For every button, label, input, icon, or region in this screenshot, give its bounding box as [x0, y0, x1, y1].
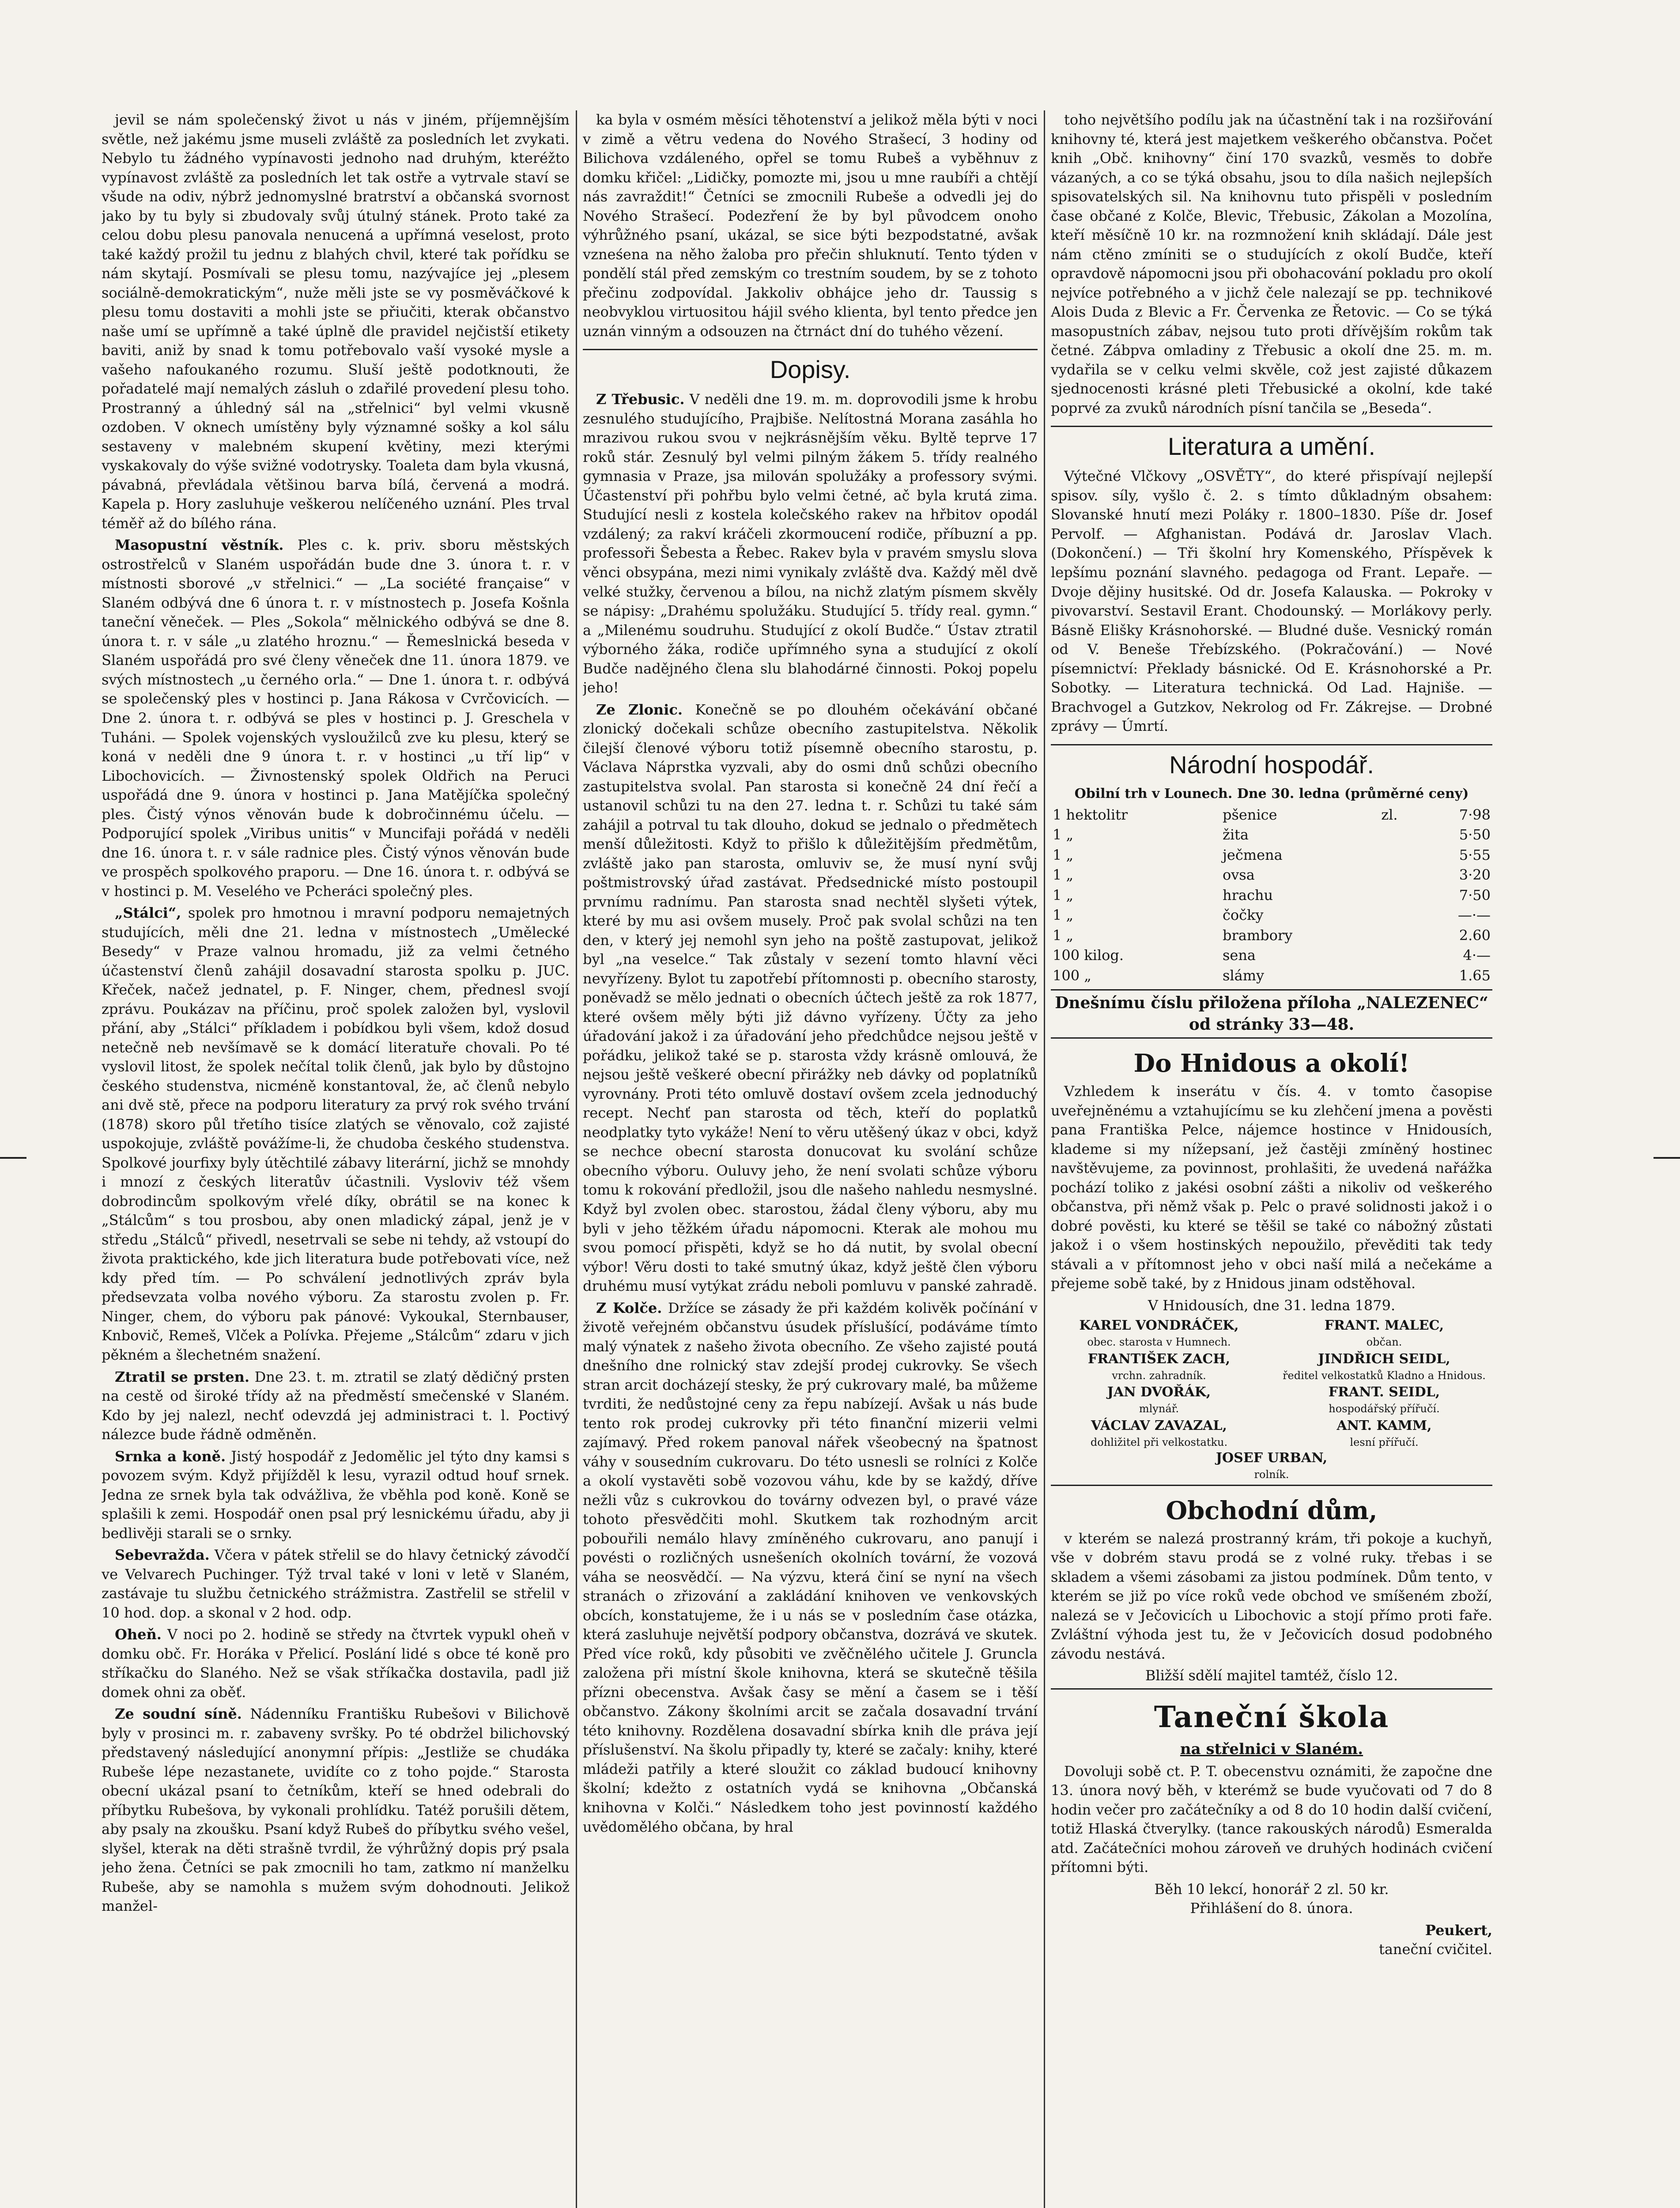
price-qty: 1 „ — [1053, 926, 1074, 944]
price-price: 7·98 — [1459, 806, 1491, 823]
trebusice-text: V neděli dne 19. m. m. doprovodili jsme k hrobu zesnulého studujícího, Prajbiše. Nelítostná Morana zasáhla ho mrazivou rukou svou v nejkrásnějším věku. Byltě teprve 17 roků stár. Zesnulý byl velmi pilným žákem 5. třídy realného gymnasia v Praze, jsa milován spolužáky a professory svými. Účastenství při pohřbu bylo velmi četné, ač byla krutá zima. Studující nesli z kostela kolečského rakev na hřbitov opodál vzdálený; za rakví kráčeli zkormoucení rodiče, příbuzní a pp. professoři Šebesta a Řebec. Rakev byla v pravém smyslu slova věnci obsypána, mezi nimi vynikaly zvláště dva. Každý měl dvě velké stužky, červenou a bílou, na nichž zlatým písmem skvěly se nápisy: „Drahému spolužáku. Studující 5. třídy real. gymn.“ a „Milenému soudruhu. Studující z okolí Budče.“ Ústav ztratil výborného žáka, rodiče upřímného syna a studující z okolí Budče nadějného člena slu blahodárné činnosti. Pokoj popelu jeho! — [583, 391, 1038, 696]
ad-hnidous-text: Vzhledem k inserátu v čís. 4. v tomto časopise uveřejněnému a vztahujícímu se ku zlehčení jmena a pověsti pana Františka Pelce, nájemce hostince v Hnidousích, klademe si my nížepsaní, jež častěji zmíněný hostinec navštěvujeme, za povinnost, prohlašiti, že uvedená nařážka pochází toliko z jakési osobní zášti a nikoliv od veškerého občanstva, při němž však p. Pelc o pravé solidnosti jakož i o dobré pověsti, ku které se těšil se také co nábožný zůstati jakož i o všem hostinských nepoužilo, převěditi tak tedy stávali a v přítomnost jeho v obci naší milá a nečekáme a přejeme sobě také, by z Hnidous jinam odstěhoval. — [1051, 1083, 1492, 1292]
signature — [1051, 1317, 1267, 1349]
ad-dance-text: Dovoluji sobě ct. P. T. obecenstvu oznámiti, že započne dne 13. února nový běh, v kterémž se bude vyučovati od 7 do 8 hodin večer pro začátečníky a od 8 do 10 hodin další cvičení, totiž Hlaská čtverylky. (tance rakouských národů) Esmeralda atd. Začátečníci mohou zároveň ve druhých hodinách cvičení přítomni býti. — [1051, 1762, 1492, 1876]
price-row — [1051, 905, 1492, 926]
price-price: 1.65 — [1459, 967, 1491, 984]
price-cur — [1379, 865, 1423, 885]
trebusice-heading: Z Třebusic. — [596, 391, 685, 408]
price-qty: 1 „ — [1053, 846, 1074, 863]
section-heading-hospodar: Národní hospodář. — [1051, 744, 1492, 782]
grain-price-table — [1051, 805, 1492, 986]
supplement-notice: Dnešnímu číslu přiložena příloha „NALEZENEC“ od stránky 33—48. — [1051, 989, 1492, 1039]
price-qty: 100 kilog. — [1053, 947, 1124, 964]
court-text: Nádenníku Františku Rubešovi v Bilichově byly v prosinci m. r. zabaveny svršky. Po té obdržel bilichovský představený následující anonymní přípis: „Jestliže se chudáka Rubeše lépe nezastanete, uvidíte co z toho pojde.“ Starosta obecní ukázal psaní to četníkům, kteří se hned odebrali do příbytku Rubešova, by vykonali prohlídku. Tatéž porušili dětem, aby psaly na zkoušku. Psaní když Rubeš do příbytku svého vešel, slyšel, kterak na děti strašně tvrdil, že výhrůžný dopis prý psala jeho žena. Četníci se pak zmocnili ho tam, zatkmo ní manželku Rubeše, aby se namohla s mužem svým dohodnouti. Jelikož manžel- — [102, 1705, 570, 1915]
fire-text: V noci po 2. hodině se středy na čtvrtek vypukl oheň v domku obč. Fr. Horáka v Přelicí. Poslání lidé s obce té koně pro stříkačku do Slaného. Než se však stříkačka dostavila, padl již domek ohni za oběť. — [102, 1626, 570, 1701]
ad-hnidous-title: Do Hnidous a okolí! — [1133, 1049, 1410, 1078]
signature — [1276, 1384, 1492, 1416]
ad-house-footer: Bližší sdělí majitel tamtéž, číslo 12. — [1051, 1666, 1492, 1690]
ad-house-title: Obchodní dům, — [1166, 1496, 1378, 1525]
price-qty: 1 „ — [1053, 826, 1074, 843]
signature-name: KAREL VONDRÁČEK, — [1079, 1318, 1239, 1334]
signature-name: JAN DVOŘÁK, — [1107, 1384, 1211, 1400]
signature-name: JOSEF URBAN, — [1216, 1450, 1328, 1466]
kolec-text: Držíce se zásady že při každém kolivěk počínání v životě veřejném občanstvu úsudek příslušící, podáváme tímto malý výnatek z našeho života obecního. Ze všeho zajisté poutá dnešního dne rolnický stav zdejší prodej cukrovky. Se všech stran arcit docházejí stesky, že prý cukrovary malé, ba můžeme tvrditi, že nedůstojné ceny za řepu nabízejí. Avšak u nás bude tento rok prodej cukrovky při této finanční mizerii velmi zajímavý. Před rokem panoval nářek všeobecný na špatnost váhy v sousedním cukrovaru. Do této usnesli se rolníci z Kolče a okolí vystavěti sobě vozovou váhu, kde by se každý, dříve nežli vůz s cukrovkou do továrny odvezen byl, o pravé váze tohoto přesvědčiti mohl. Skutkem tak rozhodným arcit pobouřili nemálo hlavy zmíněného cukrovaru, ano panují i povésti o rozličných usnešeních okolních tovární, že vozová váha se neosvědčí. — Na výzvu, která činí se nyní na všech stranách o zřizování a zakládání knihoven ve venkovských obcích, konstatujeme, že i u nás se v posledním čase otázka, která zasluhuje největší podpory občanstva, dozrává ve skutek. Před více roků, kdy působiti ve zvěčnělého učitele J. Gruncla založena při místní škole knihovna, která se skutečně těšila přízni obecenstva. Avšak časy se mění a časem se i těší občanstvo. Zákony školními arcit se začala dosavadní trvání této knihovny. Rozdělena dosavadní sbírka knih dle práva její příslušenství. Na školu připadly ty, které se začaly: knihy, které mládeži patřily a které sloužit co základ budoucí knihovny školní; kdežto z ostatních vydá se knihovna „Občanská knihovna v Kolči.“ Následkem toho jest povinností každého uvědomělého občana, by hral — [583, 1299, 1038, 1835]
signature-role: rolník. — [1051, 1467, 1492, 1486]
signature — [1051, 1350, 1267, 1383]
price-cur — [1379, 905, 1423, 926]
price-row — [1051, 825, 1492, 845]
margin-mark — [1654, 1157, 1680, 1159]
price-price: —·— — [1457, 907, 1491, 924]
market-heading: Obilní trh v Lounech. Dne 30. ledna (průměrné ceny) — [1074, 786, 1469, 802]
signature-name: FRANT. MALEC, — [1324, 1318, 1444, 1334]
court-heading: Ze soudní síně. — [115, 1705, 242, 1723]
section-heading-literatura: Literatura a umění. — [1051, 426, 1492, 463]
margin-mark — [0, 1157, 26, 1159]
price-row — [1051, 945, 1492, 966]
kolec-letter — [583, 1299, 1038, 1837]
signature-name: JINDŘICH SEIDL, — [1318, 1351, 1450, 1367]
column-rule — [576, 110, 577, 2208]
column-middle — [583, 110, 1038, 2208]
osveta-review: Výtečné Vlčkovy „OSVĚTY“, do které přispívají nejlepší spisov. síly, vyšlo č. 2. s tímto důkladným obsahem: Slovanské hnutí mezi Poláky r. 1800–1830. Píše dr. Josef Pervolf. — Afghanistan. Podává dr. Jaroslav Vlach. (Dokončení.) — Tři školní hry Komenského, Příspěvek k lepšímu poznání slavného. pedagoga od Frant. Lepaře. — Dvoje dějiny husitské. Od dr. Josefa Kalauska. — Pokroky v pivovarství. Sestavil Erant. Chodounský. — Morlákovy perly. Básně Elišky Krásnohorské. — Bludné duše. Vesnický román od V. Beneše Třebízského. (Pokračování.) — Nové písemnictví: Překlady básnické. Od E. Krásnohorské a Pr. Sobotky. — Literatura technická. Od Lad. Hajniše. — Brachvogel a Gutzkov, Nekrolog od Fr. Zákrejse. — Drobné zprávy — Úmrtí. — [1051, 468, 1492, 735]
deer-article — [102, 1447, 570, 1543]
carnival-news — [102, 536, 570, 901]
price-price: 3·20 — [1459, 866, 1491, 884]
stalci-article — [102, 904, 570, 1365]
price-item: ovsa — [1222, 866, 1255, 884]
price-price: 5·55 — [1459, 846, 1491, 863]
signature-role: obec. starosta v Humnech. — [1087, 1336, 1231, 1349]
price-row — [1051, 926, 1492, 946]
price-cur — [1379, 885, 1423, 906]
price-item: brambory — [1222, 926, 1293, 944]
stalci-heading: „Stálci“, — [115, 904, 181, 922]
price-item: sena — [1222, 947, 1256, 964]
price-price: 2.60 — [1459, 926, 1491, 944]
signature-role: dohližitel při velkostatku. — [1090, 1436, 1228, 1448]
ad-hnidous-date: V Hnidousích, dne 31. ledna 1879. — [1148, 1297, 1396, 1314]
price-row — [1051, 885, 1492, 906]
price-row — [1051, 966, 1492, 986]
price-price: 7·50 — [1459, 886, 1491, 904]
column-left — [102, 110, 570, 2208]
price-item: hrachu — [1222, 886, 1273, 904]
price-row — [1051, 805, 1492, 825]
price-cur — [1379, 966, 1423, 986]
column-rule — [1044, 110, 1045, 2208]
section-heading-dopisy: Dopisy. — [583, 349, 1038, 386]
price-item: pšenice — [1222, 806, 1277, 823]
lost-ring-notice — [102, 1368, 570, 1444]
kolec-heading: Z Kolče. — [596, 1299, 662, 1316]
court-article — [102, 1705, 570, 1916]
price-qty: 100 „ — [1053, 967, 1091, 984]
signature-role: občan. — [1366, 1336, 1402, 1349]
price-qty: 1 „ — [1053, 866, 1074, 884]
signature-name: FRANTIŠEK ZACH, — [1087, 1351, 1231, 1367]
trebusice-letter — [583, 390, 1038, 697]
price-qty: 1 hektolitr — [1053, 806, 1128, 823]
ad-dance-title: Taneční škola — [1154, 1699, 1389, 1734]
price-cur — [1379, 945, 1423, 966]
column-right — [1051, 110, 1492, 2208]
suicide-article — [102, 1546, 570, 1622]
ad-dance-fee: Běh 10 lekcí, honorář 2 zl. 50 kr. — [1154, 1880, 1389, 1898]
ad-dance-signature: Peukert, — [1425, 1921, 1492, 1939]
carnival-news-heading: Masopustní věstník. — [115, 537, 284, 554]
ad-dance-subtitle: na střelnici v Slaném. — [1180, 1740, 1363, 1758]
price-item: ječmena — [1222, 846, 1283, 863]
price-qty: 1 „ — [1053, 907, 1074, 924]
price-qty: 1 „ — [1053, 886, 1074, 904]
zlonice-heading: Ze Zlonic. — [596, 701, 683, 718]
price-cur: zl. — [1381, 806, 1398, 823]
court-article-continued: ka byla v osmém měsíci těhotenství a jelikož měla býti v noci v zimě a větru vedena do Nového Strašecí, 3 hodiny od Bilichova vzdáleného, opřel se tomu Rubeš a vyběhnuv z domku křičel: „Lidičky, pomozte mi, jsou u mne raubíři a chtějí nás zavraždit!“ Četníci se zmocnili Rubeše a odvedli jej do Nového Strašecí. Podezření že by byl původcem onoho výhrůžného psaní, ukázal, se sice býti bezpodstatné, avšak vzneśena na něho žaloba pro přečin shluknutí. Tento týden v pondělí stál před zemským co trestním soudem, by se z tohoto přečinu zodpovídal. Jakkoliv obhájce jeho dr. Taussig s neobvyklou virtuositou hájil svého klienta, byl tento předce jen uznán vinným a odsouzen na čtrnáct dní do tuhého vězení. — [583, 111, 1038, 340]
zlonice-letter — [583, 700, 1038, 1296]
price-item: slámy — [1222, 967, 1265, 984]
lost-ring-text: Dne 23. t. m. ztratil se zlatý dědičný prsten na cestě od široké třídy až na předměstí smečenské v Slaném. Kdo by jej nalezl, nechť odevzdá jej administraci t. l. Poctivý nálezce bude řádně odměněn. — [102, 1368, 570, 1443]
price-price: 4·— — [1463, 947, 1491, 964]
price-price: 5·50 — [1459, 826, 1491, 843]
carnival-news-text: Ples c. k. priv. sboru městských ostrostřelců v Slaném uspořádán bude dne 3. února t. r. v místnosti sborové „v střelnici.“ — „La société française“ v Slaném odbývá dne 6 února t. r. v místnostech p. Josefa Košnla taneční věneček. — Ples „Sokola“ mělnického odbývá se dne 8. února t. r. v sále „u zlatého hroznu.“ — Řemeslnická beseda v Slaném uspořádá pro své členy věneček dne 11. února 1879. ve svých místnostech „u černého orla.“ — Dne 1. února t. r. odbývá se společenský ples v hostinci p. Jana Rákosa v Cvrčovicích. — Dne 2. února t. r. odbývá se ples v hostinci p. J. Greschela v Tuháni. — Spolek vojenských vysloužilců zve ku plesu, který se koná v neděli dne 9 února t. r. v hostinci „u tří lip“ v Libochovicích. — Živnostenský spolek Oldřich na Peruci uspořádá dne 9. února v hostinci p. Jana Matějíčka společný ples. Čistý výnos věnován bude k dobročinnému účelu. — Podporující spolek „Viribus unitis“ v Muncifaji pořádá v neděli dne 16. února t. r. v sále radnice ples. Čistý výnos věnován bude ve prospěch spolkového praporu. — Dne 16. února t. r. odbývá se v hostinci p. M. Veselého ve Pcheráci společný ples. — [102, 537, 570, 900]
ad-dance-role: taneční cvičitel. — [1378, 1941, 1492, 1958]
signature — [1276, 1317, 1492, 1349]
signature-name: FRANT. SEIDL, — [1328, 1384, 1440, 1400]
price-cur — [1379, 926, 1423, 946]
signature — [1051, 1384, 1267, 1416]
signatures — [1051, 1317, 1492, 1449]
signature — [1276, 1350, 1492, 1383]
kolec-letter-continued: toho největšího podílu jak na účastnění tak i na rozšiřování knihovny té, která jest majetkem veškerého občanstva. Počet knih „Obč. knihovny“ činí 170 svazků, vesměs to dobře vázaných, a co se týká obsahu, jsou to díla našich nejlepších spisovatelských sil. Na knihovnu tuto přispěli v posledním čase občané z Kolče, Blevic, Třebusic, Zákolan a Mozolína, kteří měsíčně 10 kr. na rozmnožení knih skládají. Dále jest nám ctěno zmíniti se o studujících z okolí Budče, kteří opravdově nápomocni jsou při obohacování pokladu pro okolí nejvíce potřebného a v jichž čele nalezají se pp. technikové Alois Duda z Blevic a Fr. Červenka ze Řetovic. — Co se týká masopustních zábav, nejsou tuto proti dřívějším rokům tak četné. Zábpva omladiny z Třebusic a okolí dne 25. m. m. vydařila se v celku velmi skvěle, což jest zajisté důkazem sjednocenosti krásné pleti Třebusické a okolní, kde také poprvé za zvuků národních písní tančila se „Beseda“. — [1051, 111, 1492, 416]
signature-name: ANT. KAMM, — [1336, 1418, 1432, 1433]
fire-heading: Oheň. — [115, 1626, 162, 1643]
signature-role: ředitel velkostatků Kladno a Hnidous. — [1283, 1369, 1486, 1382]
zlonice-text: Konečně se po dlouhém očekávání občané zlonický dočekali schůze obecního zastupitelstva. Několik čilejší členové výboru totiž písemně obecního starostu, p. Václava Náprstka vyzvali, aby do osmi dnů schůzi obecního zastupitelstva svolal. Pan starosta si konečně 24 dní řečí a ustanovil schůzi tu na den 27. ledna t. r. Schůzi tu také sám zahájil a potrval tu tak dlouho, dokud se jednalo o předmětech menší důležitosti. Když to přišlo k důležitějším předmětům, zvláště jako pan starosta, omluviv se, že musí nyní svůj poštmistrovský úřad zastávat. Předsednické místo postoupil prvnímu radnímu. Pan starosta snad nechtěl slyšeti výtek, které by mu asi ovšem musely. Proč pak svolal schůzi na ten den, v který jej nemohl syn jeho na poště zastupovat, jelikož byl „na veselce.“ Tak zůstaly v sezení tomto hlavní věci nevyřízeny. Bylot tu zapotřebí přítomnosti p. obecního starosty, poněvadž se mělo jednati o obecních účtech ještě za rok 1877, které ovšem měly býti již dávno vyřízeny. Účty za jeho úřadování jakož i za úřadování jeho předchůdce nejsou ještě v pořádku, jelikož také se p. starosta vždy krásně omlouvá, že nejsou ještě veškeré obecní přirážky neb dávky od poplatníků vyrovnány. Proti této omluvě dostaví ovšem zcela jednoduchý recept. Nechť pan starosta od těch, kteří do poplatků neodplatky tyto vykáže! Není to věru utěšený úkaz v obci, když se nechce obecní starosta donucovat ku svolání schůze obecního výboru. Ouluvy jeho, že není svolati schůze výboru tomu k rokování předložil, jsou dle našeho nahledu nesmyslné. Když byl zvolen obec. starostou, žádal členy výboru, aby mu byli v jeho těžkém úřadu nápomocni. Kterak ale mohou mu svou pomocí přispěti, když se ho dá nutit, by svolal obecní výbor! Věru dosti to také smutný úkaz, když ještě člen výboru druhému musí vytýkat zrádu neboli pomluvu v panské zahradě. — [583, 701, 1038, 1295]
lost-ring-heading: Ztratil se prsten. — [115, 1368, 250, 1385]
price-item: žita — [1222, 826, 1249, 843]
price-row — [1051, 865, 1492, 885]
signature-role: lesní přířučí. — [1350, 1436, 1419, 1448]
newspaper-page — [102, 110, 1492, 2208]
stalci-text: spolek pro hmotnou i mravní podporu nemajetných studujících, měli dne 21. ledna v místnostech „Umělecké Besedy“ v Praze valnou hromadu, již za velmi četného účastenství členů zahájil dosavadní starosta spolku p. JUC. Křeček, načež jednatel, p. F. Ninger, chem, přednesl svojí zprávu. Poukázav na příčinu, proč spolek založen byl, vyslovil přání, aby „Stálci“ příkladem i pobídkou byli všem, kdož dosud netečně neb nevšímavě se k domácí literatuře chovali. Po té vyslovil litost, že spolek nečítal tolik členů, jak bylo by důstojno českého studenstva, nicméně konstantoval, že, ač členů nebylo ani dvě stě, přece na podporu literatury za prvý rok svého trvání (1878) skoro půl třetího tisíce zlatých se věnovalo, což zajisté uspokojuje, zvláště povážíme-li, že chudoba českého studenstva. Spolkové jourfixy byly útěchtilé zábavy literární, jichž se mnohdy i mnozí z českých literatův účastnili. Vysloviv též všem dobrodincům spolkovým vřelé díky, obrátil se na konec k „Stálcům“ s tou prosbou, aby onen mladický zápal, jenž je v středu „Stálců“ přivedl, nesetrvali se sebe ni tehdy, až vstoupí do života praktického, kde jich literatura bude potřebovati více, než kdy před tím. — Po schválení jednotlivých zpráv byla předsevzata volba nového výboru. Za starostu zvolen p. Fr. Ninger, chem, do výboru pak pánové: Vykoukal, Sternbauser, Knbovič, Remeš, Vlček a Polívka. Přejeme „Stálcům“ zdaru v jich pěkném a šlechetném snažení. — [102, 904, 570, 1363]
ad-house-text: v kterém se nalezá prostranný krám, tři pokoje a kuchyň, vše v dobrém stavu prodá se z volné ruky. třebas i se skladem a všemi zásobami za jistou podmínek. Dům tento, v kterém se již po více roků vede obchod ve smíšeném zboží, nalezá se v Ječovicích u Libochovic a stojí přímo proti faře. Zvláštní výhoda jest tu, že v Ječovicích dosud podobného závodu nestává. — [1051, 1530, 1492, 1662]
signature-name: VÁCLAV ZAVAZAL, — [1091, 1418, 1227, 1433]
suicide-heading: Sebevražda. — [115, 1546, 210, 1564]
signature-role: mlynář. — [1139, 1403, 1179, 1415]
price-cur — [1379, 845, 1423, 866]
ad-dance-deadline: Přihlášení do 8. února. — [1190, 1900, 1353, 1917]
price-row — [1051, 845, 1492, 866]
signature — [1051, 1417, 1267, 1449]
fire-article — [102, 1625, 570, 1702]
signature-role: hospodářský přířučí. — [1329, 1403, 1440, 1415]
signature — [1276, 1417, 1492, 1449]
suicide-text: Včera v pátek střelil se do hlavy četnický závodčí ve Velvarech Puchinger. Týž trval také v loni v letě v Slaném, zastávaje tu službu četnického strážmistra. Zastřelil se střelil v 10 hod. dop. a skonal v 2 hod. odp. — [102, 1546, 570, 1621]
ball-report-text: jevil se nám společenský život u nás v jiném, příjemnějším světle, než jakému jsme museli zvláště za posledních let zvykati. Nebylo tu žádného vypínavosti jednoho nad druhým, kteréžto vypínavost zvláště za posledních let tak ostře a vytrvale staví se všude na odiv, nýbrž jednomyslné bratrství a občanská svornost jako by tu byly si zbudovaly svůj útulný stánek. Proto také za celou dobu plesu panovala nenucená a upřímná veselost, proto také každý prožil tu jednu z blahých chvil, které tak pořídku se nám skytají. Posmívali se plesu tomu, nazývajíce jej „plesem sociálně-demokratickým“, nuže měli jste se vy posměváčkové k plesu tomu dostaviti a mohli jste se přiučiti, kterak občanstvo naše umí se upřímně a také úplně dle pravidel nejčistší etikety baviti, aniž by snad k tomu potřebovalo vaší vysoké mysle a vašeho nafoukaného rozumu. Sluší ještě podotknouti, že pořadatelé mají nemalých zásluh o zdařilé provedení plesu toho. Prostranný a úhledný sál na „střelnici“ byl velmi vkusně ozdoben. V oknech umístěny byly významné sošky a kol sálu sestaveny v malebném skupení květiny, mezi kterými vyskakovaly do výše svižné vodotrysky. Toaleta dam byla vkusná, pávabná, převládala většinou barva bílá, červená a modrá. Kapela p. Hory zasluhuje veškerou nelíčeného uznání. Ples trval téměř až do bílého rána. — [102, 111, 570, 532]
deer-heading: Srnka a koně. — [115, 1448, 226, 1465]
price-item: čočky — [1222, 907, 1264, 924]
signature-role: vrchn. zahradník. — [1112, 1369, 1206, 1382]
deer-text: Jistý hospodář z Jedomělic jel týto dny kamsi s povozem svým. Když přijížděl k lesu, vyrazil odtud houf srnek. Jedna ze srnek byla tak odvážliva, že vběhla pod koně. Koně se splašili k zemi. Hospodář onen psal prý lesnickému úřadu, aby ji bedlivěji starali se o srnky. — [102, 1448, 570, 1542]
price-cur — [1379, 825, 1423, 845]
